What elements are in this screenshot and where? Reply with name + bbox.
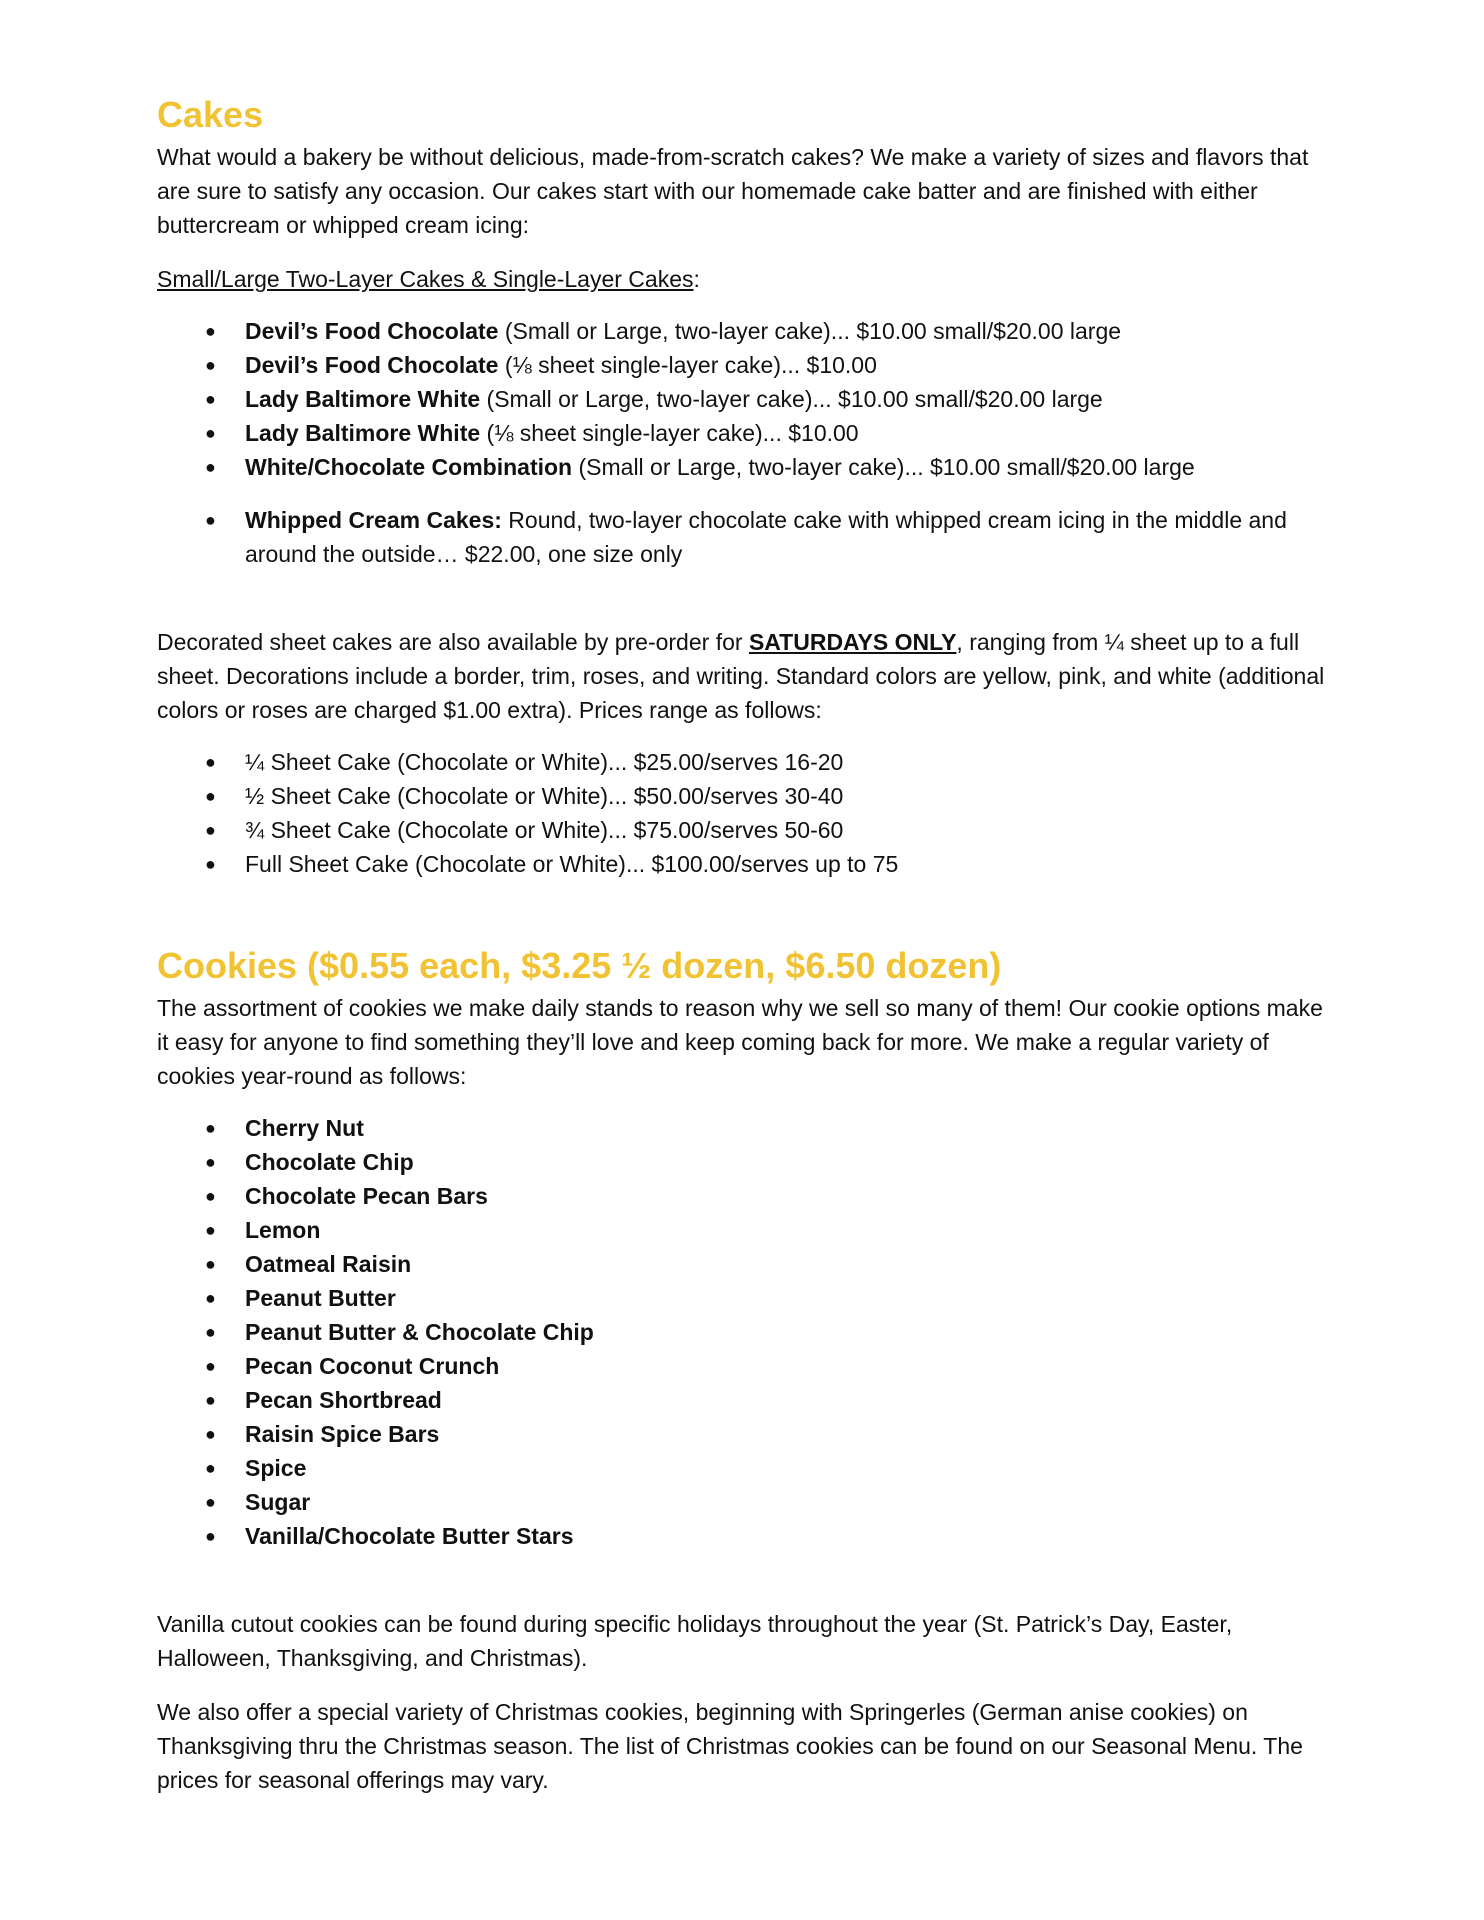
list-item: [205, 1281, 1334, 1315]
list-item: [205, 847, 1334, 881]
bullet-icon: ●: [205, 1186, 216, 1206]
list-item: [205, 450, 1334, 484]
cake-list: [157, 314, 1334, 571]
bullet-icon: ●: [205, 1254, 216, 1274]
cookie-name: Raisin Spice Bars: [245, 1421, 440, 1447]
cakes-subheading: [157, 262, 1334, 296]
list-item: [205, 1519, 1334, 1553]
list-item: [205, 1349, 1334, 1383]
christmas-cookies-paragraph: We also offer a special variety of Christmas cookies, beginning with Springerles (German anise cookies) on Thanksgiving thru the Christmas season. The list of Christmas cookies can be found on our Seasonal Menu. The prices for seasonal offerings may vary.: [157, 1699, 1303, 1793]
list-item: [205, 1179, 1334, 1213]
cake-name: Devil’s Food Chocolate: [245, 318, 499, 344]
sheet-cake-list: [157, 745, 1334, 881]
cookie-name: Lemon: [245, 1217, 321, 1243]
bullet-icon: ●: [205, 820, 216, 840]
sheet-cake-item: ¾ Sheet Cake (Chocolate or White)... $75.00/serves 50-60: [245, 817, 844, 843]
bullet-icon: ●: [205, 786, 216, 806]
sheet-cake-item: ¼ Sheet Cake (Chocolate or White)... $25.00/serves 16-20: [245, 749, 844, 775]
bullet-icon: ●: [205, 389, 216, 409]
bullet-icon: ●: [205, 1424, 216, 1444]
cookie-name: Chocolate Pecan Bars: [245, 1183, 488, 1209]
list-item: [205, 1111, 1334, 1145]
bullet-icon: ●: [205, 854, 216, 874]
list-item: [205, 503, 1334, 571]
bullet-icon: ●: [205, 510, 216, 530]
list-item: [205, 314, 1334, 348]
bullet-icon: ●: [205, 457, 216, 477]
sheet-para-text: , ranging from ¼ sheet up to a full sheet. Decorations include a border, trim, roses, and writing. Standard colors are yellow, pink, and white (additional colors or roses are charged $1.00 extra). Prices range as follows:: [157, 629, 1325, 723]
cookie-name: Chocolate Chip: [245, 1149, 414, 1175]
cookie-list: [157, 1111, 1334, 1553]
bullet-icon: ●: [205, 1220, 216, 1240]
sheet-cake-item: ½ Sheet Cake (Chocolate or White)... $50.00/serves 30-40: [245, 783, 844, 809]
list-item: [205, 1451, 1334, 1485]
cake-name: Lady Baltimore White: [245, 420, 481, 446]
cutout-cookies-paragraph: Vanilla cutout cookies can be found during specific holidays throughout the year (St. Patrick’s Day, Easter, Halloween, Thanksgiving, and Christmas).: [157, 1611, 1233, 1671]
list-item: [205, 813, 1334, 847]
bullet-icon: ●: [205, 1356, 216, 1376]
list-item: [205, 416, 1334, 450]
cookie-name: Cherry Nut: [245, 1115, 364, 1141]
list-item: [205, 1383, 1334, 1417]
cake-name: Whipped Cream Cakes:: [245, 507, 502, 533]
cake-name: White/Chocolate Combination: [245, 454, 573, 480]
bullet-icon: ●: [205, 423, 216, 443]
bullet-icon: ●: [205, 355, 216, 375]
bullet-icon: ●: [205, 1322, 216, 1342]
list-item: [205, 745, 1334, 779]
cake-name: Lady Baltimore White: [245, 386, 481, 412]
bullet-icon: ●: [205, 1492, 216, 1512]
cakes-intro: What would a bakery be without delicious, made-from-scratch cakes? We make a variety of sizes and flavors that are sure to satisfy any occasion. Our cakes start with our homemade cake batter and are finished with either buttercream or whipped cream icing:: [157, 144, 1309, 238]
bullet-icon: ●: [205, 1458, 216, 1478]
bullet-icon: ●: [205, 1526, 216, 1546]
cake-desc: (Small or Large, two-layer cake)... $10.00 small/$20.00 large: [498, 318, 1122, 344]
list-item: [205, 382, 1334, 416]
bullet-icon: ●: [205, 1390, 216, 1410]
cake-desc: (⅛ sheet single-layer cake)... $10.00: [498, 352, 877, 378]
cake-desc: (Small or Large, two-layer cake)... $10.00 small/$20.00 large: [572, 454, 1195, 480]
bullet-icon: ●: [205, 321, 216, 341]
bullet-icon: ●: [205, 752, 216, 772]
saturdays-only-emphasis: SATURDAYS ONLY: [748, 629, 957, 655]
list-item: [205, 348, 1334, 382]
list-item: [205, 1247, 1334, 1281]
sheet-cake-paragraph: [157, 625, 1334, 727]
cakes-heading: Cakes: [157, 94, 264, 135]
cookie-name: Peanut Butter: [245, 1285, 396, 1311]
cake-desc: Round, two-layer chocolate cake with whipped cream icing in the middle and around the outside… $22.00, one size only: [245, 507, 1287, 567]
list-item: [205, 1213, 1334, 1247]
cookie-name: Peanut Butter & Chocolate Chip: [245, 1319, 594, 1345]
cakes-subheading-text: Small/Large Two-Layer Cakes & Single-Layer Cakes: [157, 266, 694, 292]
cookie-name: Spice: [245, 1455, 307, 1481]
sheet-cake-item: Full Sheet Cake (Chocolate or White)... $100.00/serves up to 75: [245, 851, 899, 877]
cookie-name: Sugar: [245, 1489, 311, 1515]
cake-desc: (Small or Large, two-layer cake)... $10.00 small/$20.00 large: [480, 386, 1103, 412]
bullet-icon: ●: [205, 1118, 216, 1138]
cookies-heading: Cookies ($0.55 each, $3.25 ½ dozen, $6.50 dozen): [157, 945, 1002, 986]
list-item: [205, 1315, 1334, 1349]
cake-name: Devil’s Food Chocolate: [245, 352, 499, 378]
cookie-name: Pecan Coconut Crunch: [245, 1353, 500, 1379]
cookie-name: Oatmeal Raisin: [245, 1251, 412, 1277]
cookie-name: Pecan Shortbread: [245, 1387, 442, 1413]
list-item: [205, 1417, 1334, 1451]
cookie-name: Vanilla/Chocolate Butter Stars: [245, 1523, 574, 1549]
bullet-icon: ●: [205, 1152, 216, 1172]
list-item: [205, 1145, 1334, 1179]
list-item: [205, 1485, 1334, 1519]
bullet-icon: ●: [205, 1288, 216, 1308]
list-item: [205, 779, 1334, 813]
cakes-subheading-colon: :: [693, 266, 700, 292]
cookies-intro: The assortment of cookies we make daily stands to reason why we sell so many of them! Our cookie options make it easy for anyone to find something they’ll love and keep coming back for more. We make a regular variety of cookies year-round as follows:: [157, 995, 1323, 1089]
sheet-para-text: Decorated sheet cakes are also available by pre-order for: [157, 629, 749, 655]
cake-desc: (⅛ sheet single-layer cake)... $10.00: [480, 420, 859, 446]
